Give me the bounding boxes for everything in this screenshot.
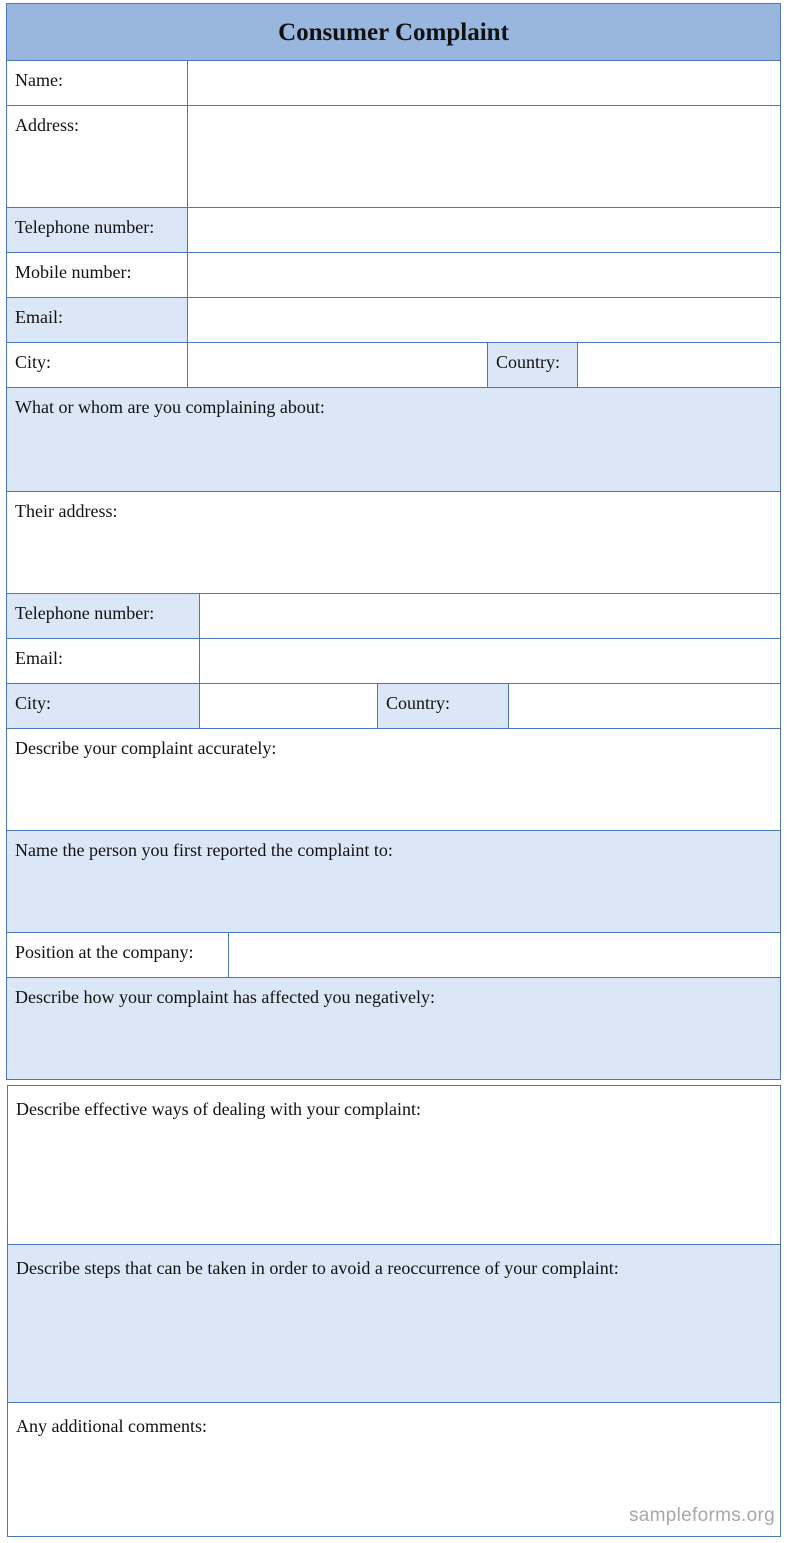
their-telephone-field[interactable] — [199, 593, 781, 640]
email-label: Email: — [6, 297, 189, 344]
describe-complaint-field[interactable]: Describe your complaint accurately: — [6, 728, 781, 832]
effective-ways-field[interactable]: Describe effective ways of dealing with your complaint: — [7, 1085, 781, 1246]
email-field[interactable] — [187, 297, 781, 344]
country-field[interactable] — [577, 342, 781, 389]
position-field[interactable] — [228, 932, 781, 979]
name-label: Name: — [6, 60, 189, 107]
address-field[interactable] — [187, 105, 781, 209]
complaining-about-field[interactable]: What or whom are you complaining about: — [6, 387, 781, 493]
city-field[interactable] — [187, 342, 489, 389]
mobile-label: Mobile number: — [6, 252, 189, 299]
their-city-field[interactable] — [199, 683, 379, 730]
telephone-label: Telephone number: — [6, 207, 189, 254]
their-email-label: Email: — [6, 638, 201, 685]
their-city-label: City: — [6, 683, 201, 730]
additional-comments-field[interactable]: Any additional comments: — [7, 1402, 781, 1537]
affected-negatively-field[interactable]: Describe how your complaint has affected you negatively: — [6, 977, 781, 1080]
position-label: Position at the company: — [6, 932, 230, 979]
their-address-field[interactable]: Their address: — [6, 491, 781, 595]
mobile-field[interactable] — [187, 252, 781, 299]
telephone-field[interactable] — [187, 207, 781, 254]
form-title: Consumer Complaint — [6, 3, 781, 62]
their-telephone-label: Telephone number: — [6, 593, 201, 640]
country-label: Country: — [487, 342, 579, 389]
their-country-label: Country: — [377, 683, 510, 730]
city-label: City: — [6, 342, 189, 389]
first-reported-to-field[interactable]: Name the person you first reported the complaint to: — [6, 830, 781, 934]
their-email-field[interactable] — [199, 638, 781, 685]
their-country-field[interactable] — [508, 683, 781, 730]
watermark-text: sampleforms.org — [629, 1505, 775, 1526]
address-label: Address: — [6, 105, 189, 209]
avoid-reoccurrence-field[interactable]: Describe steps that can be taken in order to avoid a reoccurrence of your complaint: — [7, 1244, 781, 1404]
name-field[interactable] — [187, 60, 781, 107]
